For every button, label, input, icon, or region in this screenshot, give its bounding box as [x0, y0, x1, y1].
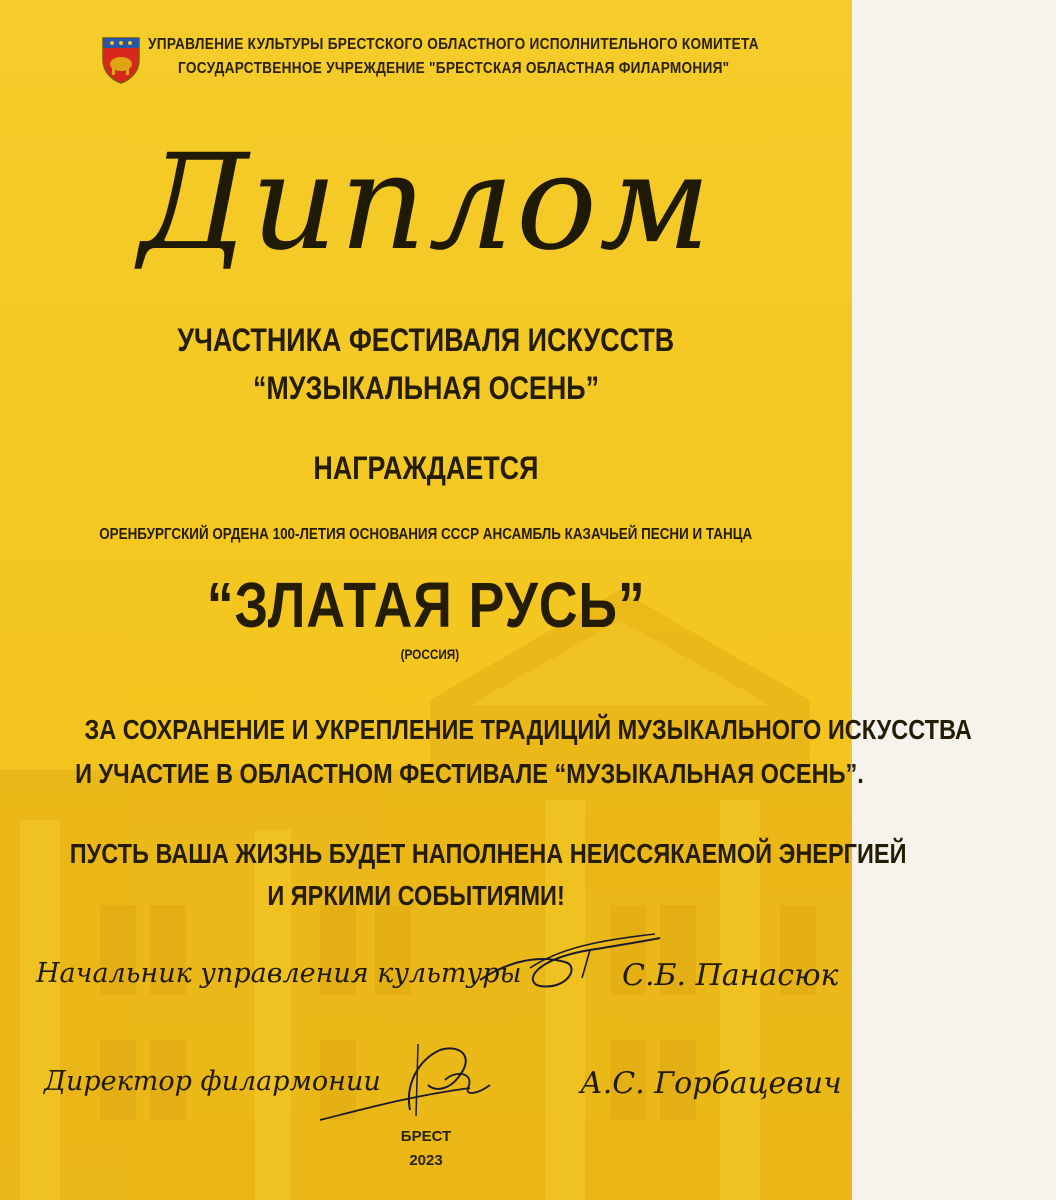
header-line-1: УПРАВЛЕНИЕ КУЛЬТУРЫ БРЕСТСКОГО ОБЛАСТНОГО ИСПОЛНИТЕЛЬНОГО КОМИТЕТА — [148, 36, 759, 53]
signatory-1-name: С.Б. Панасюк — [622, 958, 839, 993]
brest-region-crest-icon — [100, 34, 142, 84]
recipient-name: “ЗЛАТАЯ РУСЬ” — [206, 569, 646, 641]
wish-line-1: ПУСТЬ ВАША ЖИЗНЬ БУДЕТ НАПОЛНЕНА НЕИССЯКАЕМОЙ ЭНЕРГИЕЙ — [69, 838, 907, 869]
reason-line-2: И УЧАСТИЕ В ОБЛАСТНОМ ФЕСТИВАЛЕ “МУЗЫКАЛЬНАЯ ОСЕНЬ”. — [75, 758, 864, 789]
header-line-2: ГОСУДАРСТВЕННОЕ УЧРЕЖДЕНИЕ "БРЕСТСКАЯ ОБЛАСТНАЯ ФИЛАРМОНИЯ" — [178, 60, 730, 77]
signature-1 — [470, 920, 670, 1010]
city: БРЕСТ — [400, 1128, 452, 1145]
year: 2023 — [409, 1152, 443, 1169]
signatory-2-name: А.С. Горбацевич — [580, 1066, 842, 1101]
festival-line-1: УЧАСТНИКА ФЕСТИВАЛЯ ИСКУССТВ — [177, 322, 675, 358]
signatory-2-position: Директор филармонии — [44, 1066, 381, 1097]
festival-line-2: “МУЗЫКАЛЬНАЯ ОСЕНЬ” — [252, 370, 600, 406]
recipient-organization: ОРЕНБУРГСКИЙ ОРДЕНА 100-ЛЕТИЯ ОСНОВАНИЯ СССР АНСАМБЛЬ КАЗАЧЬЕЙ ПЕСНИ И ТАНЦА — [99, 526, 753, 543]
recipient-country: (РОССИЯ) — [400, 646, 460, 662]
signature-2 — [300, 1030, 500, 1130]
signatory-1-position: Начальник управления культуры — [36, 958, 522, 989]
awarded-heading: НАГРАЖДАЕТСЯ — [313, 450, 539, 486]
diploma-title: Диплом — [139, 126, 713, 280]
wish-line-2: И ЯРКИМИ СОБЫТИЯМИ! — [267, 880, 565, 911]
reason-line-1: ЗА СОХРАНЕНИЕ И УКРЕПЛЕНИЕ ТРАДИЦИЙ МУЗЫКАЛЬНОГО ИСКУССТВА — [84, 714, 972, 745]
